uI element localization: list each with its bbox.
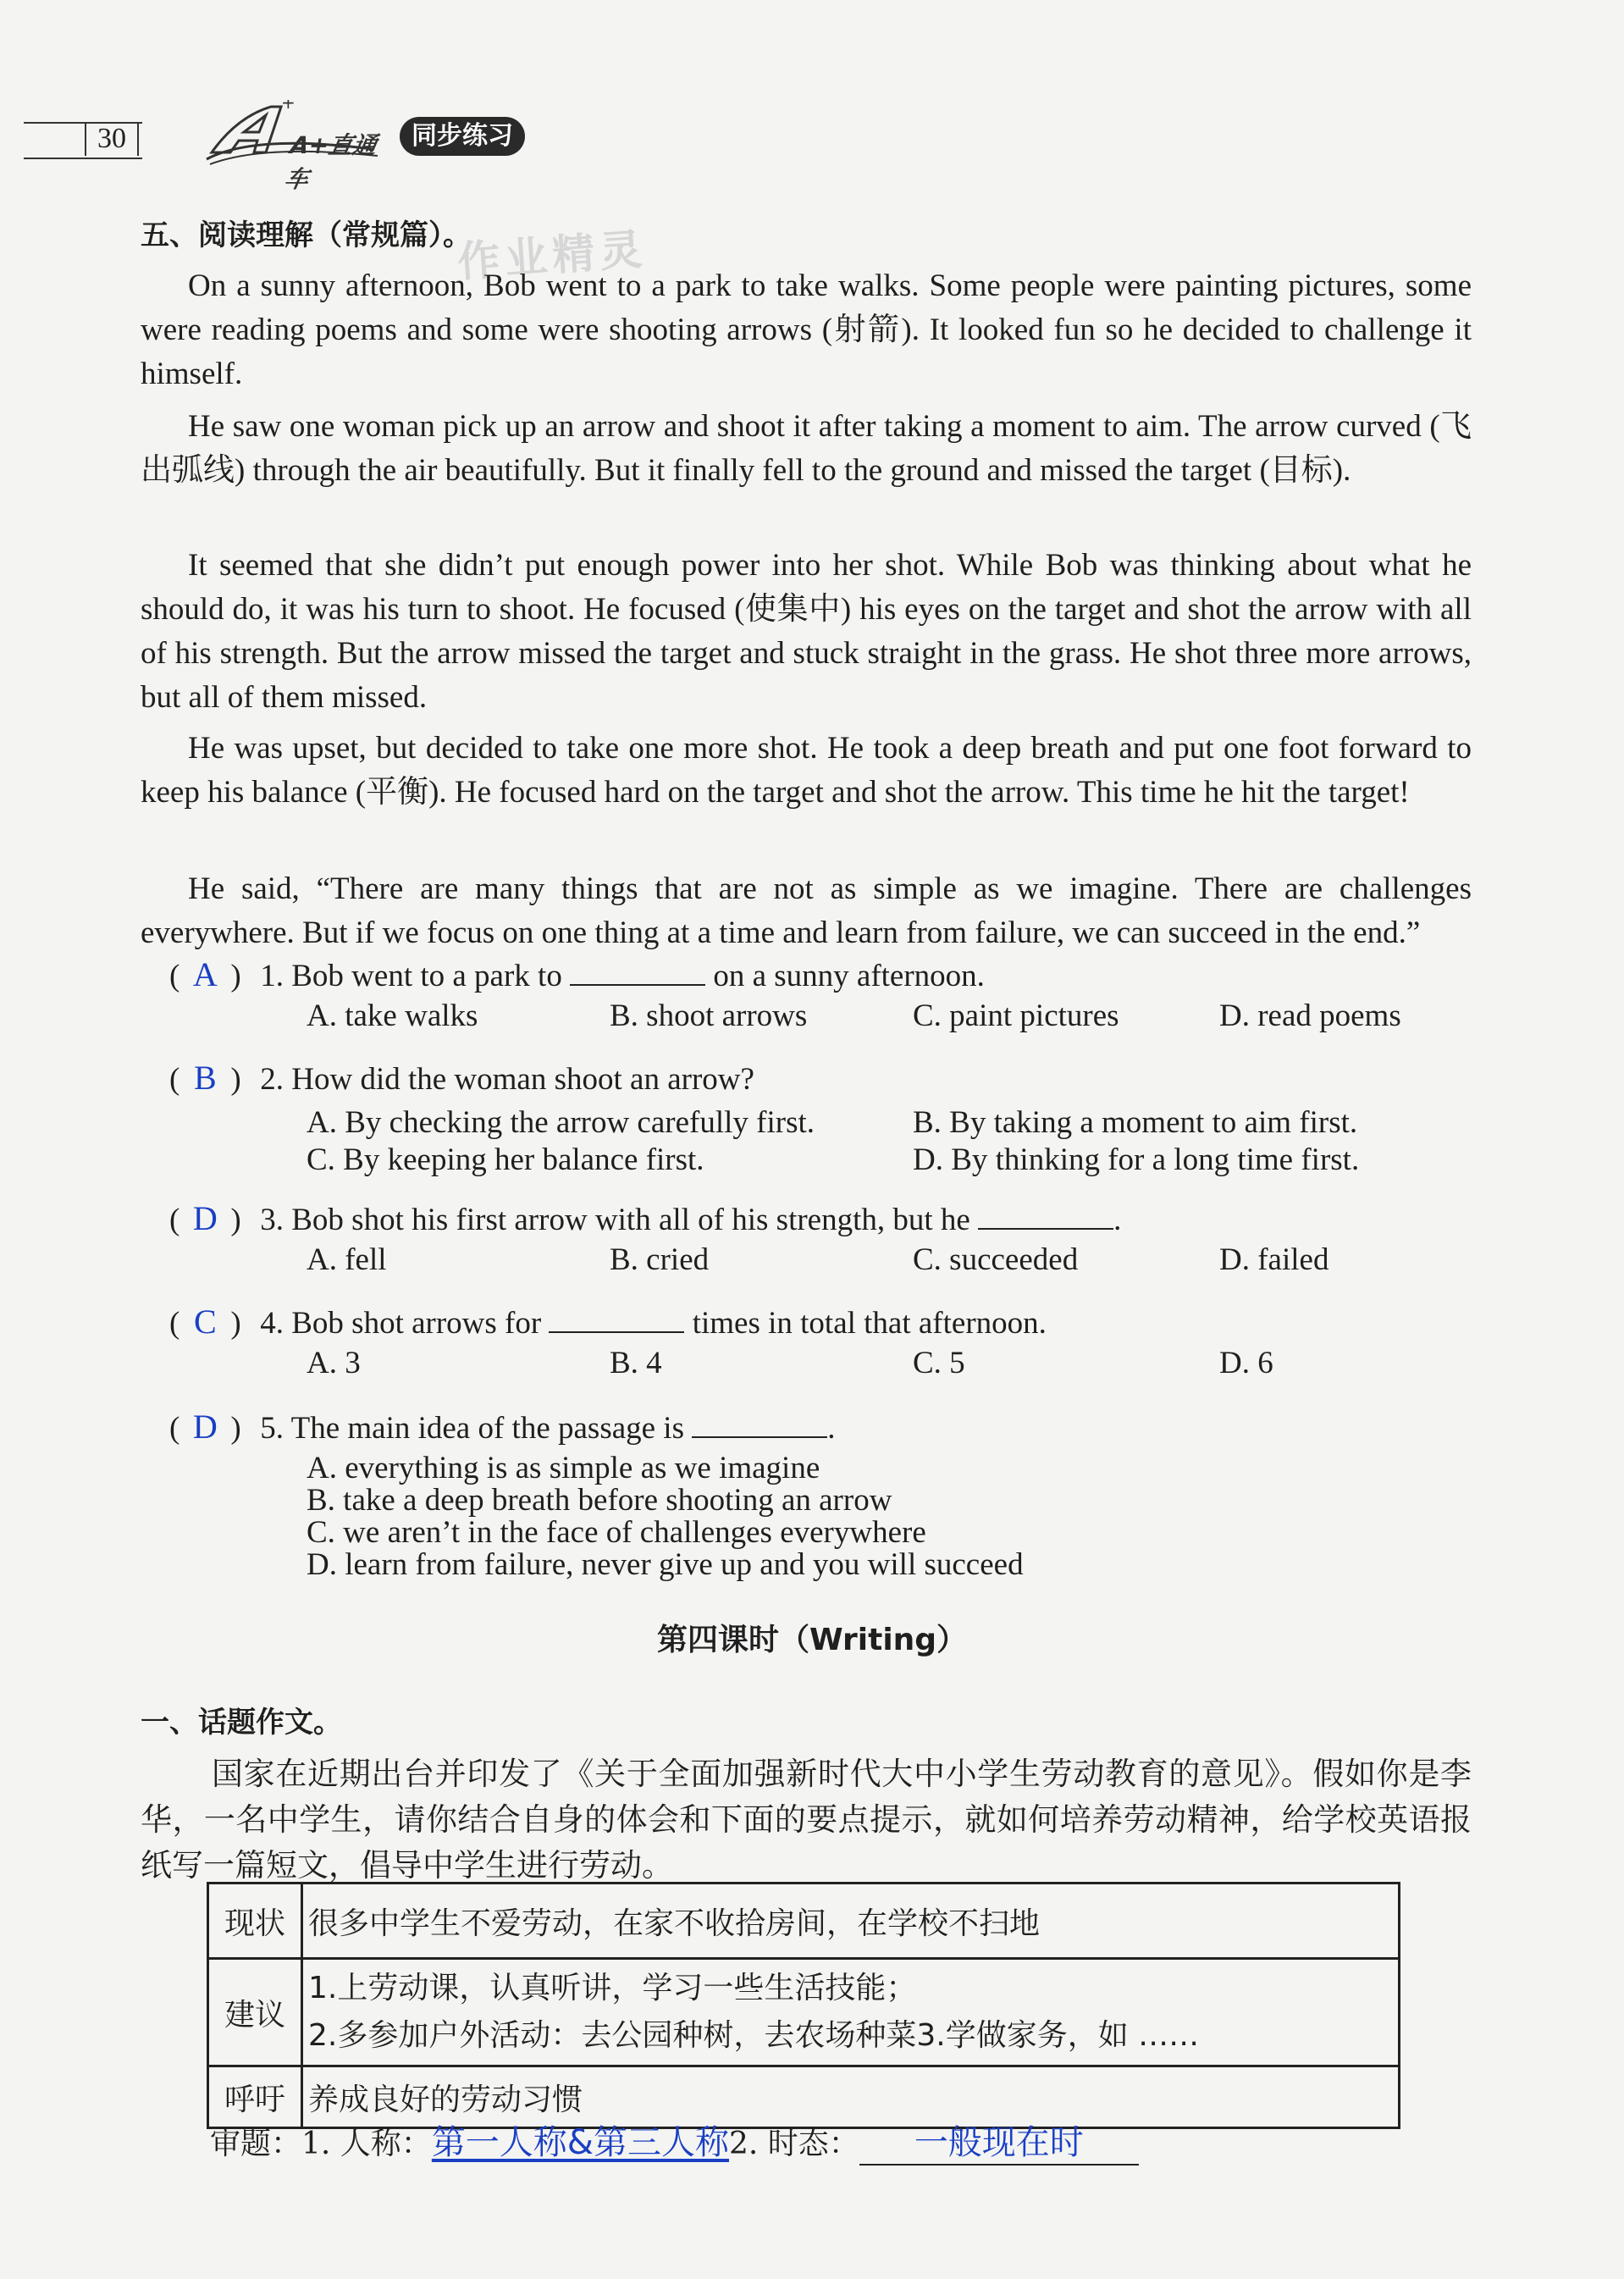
option: A. fell xyxy=(307,1242,387,1277)
question-4: ( C ) 4. Bob shot arrows for times in total that afternoon. xyxy=(169,1303,1047,1341)
option: D. read poems xyxy=(1219,998,1401,1033)
reading-section-title: 五、阅读理解（常规篇）。 xyxy=(141,218,472,252)
question-3-options xyxy=(307,1242,1475,1279)
handwritten-person: 第一人称&第三人称 xyxy=(431,2123,730,2162)
row-content: 1.上劳动课，认真听讲，学习一些生活技能； 2.多参加户外活动：去公园种树，去农场种菜3.学做家务，如 …… xyxy=(302,1959,1400,2066)
passage-paragraph: He was upset, but decided to take one more shot. He took a deep breath and put one foot forward to keep his balance (平衡). He focused hard on the target and shot the arrow. This time he hit the target! xyxy=(141,731,1472,810)
question-4-options xyxy=(307,1345,1475,1382)
passage-paragraph: On a sunny afternoon, Bob went to a park to take walks. Some people were painting pictures, some were reading poems and some were shooting arrows (射箭). It looked fun so he decided to challenge it himself. xyxy=(141,268,1472,391)
row-head: 建议 xyxy=(208,1959,302,2066)
writing-section-title: 一、话题作文。 xyxy=(141,1706,342,1740)
option: C. paint pictures xyxy=(913,998,1119,1033)
answer-mark: D xyxy=(192,1199,218,1237)
answer-mark: A xyxy=(192,955,218,993)
option: A. 3 xyxy=(307,1346,361,1380)
passage-paragraph: He saw one woman pick up an arrow and shoot it after taking a moment to aim. The arrow curved (飞出弧线) through the air beautifully. But it finally fell to the ground and missed the target (目标). xyxy=(141,409,1472,488)
option: B. cried xyxy=(610,1242,710,1277)
page-number: 30 xyxy=(85,122,139,156)
question-3: ( D ) 3. Bob shot his first arrow with all of his strength, but he . xyxy=(169,1199,1122,1237)
brand-logo xyxy=(203,100,389,193)
question-2-options-row2 xyxy=(307,1142,1475,1179)
row-content: 很多中学生不爱劳动，在家不收拾房间，在学校不扫地 xyxy=(302,1883,1400,1959)
option: D. failed xyxy=(1219,1242,1329,1277)
option: C. 5 xyxy=(913,1346,965,1380)
question-1-options xyxy=(307,998,1475,1035)
table-row xyxy=(208,1959,1400,2066)
option: B. take a deep breath before shooting an arrow xyxy=(307,1483,892,1518)
option: B. shoot arrows xyxy=(610,998,808,1033)
option: C. By keeping her balance first. xyxy=(307,1142,704,1177)
option: D. 6 xyxy=(1219,1346,1273,1380)
option: B. 4 xyxy=(610,1346,662,1380)
row-content: 养成良好的劳动习惯 xyxy=(302,2066,1400,2128)
analysis-line: 审题：1. 人称：第一人称&第三人称2. 时态： 一般现在时 xyxy=(210,2116,1139,2166)
option: C. we aren’t in the face of challenges everywhere xyxy=(307,1515,926,1550)
answer-mark: D xyxy=(192,1408,218,1446)
svg-text:+: + xyxy=(281,100,296,113)
watermark: 作业精灵 xyxy=(456,224,649,287)
passage-paragraph: He said, “There are many things that are not as simple as we imagine. There are challenges everywhere. But if we focus on one thing at a time and learn from failure, we can succeed in the end.” xyxy=(141,871,1472,950)
series-badge: 同步练习 xyxy=(400,117,525,156)
handwritten-tense: 一般现在时 xyxy=(914,2123,1084,2162)
option: C. succeeded xyxy=(913,1242,1079,1277)
passage-paragraph: It seemed that she didn’t put enough power into her shot. While Bob was thinking about what he should do, it was his turn to shoot. He focused (使集中) his eyes on the target and shot the arrow with all of his strength. But the arrow missed the target and stuck straight in the grass. He shot three more arrows, but all of them missed. xyxy=(141,548,1472,715)
question-2-options-row1 xyxy=(307,1104,1475,1142)
lesson-title: 第四课时（Writing） xyxy=(656,1623,968,1657)
answer-blank xyxy=(549,1306,684,1333)
option: D. learn from failure, never give up and you will succeed xyxy=(307,1547,1024,1582)
option: B. By taking a moment to aim first. xyxy=(913,1105,1358,1140)
writing-prompt: 国家在近期出台并印发了《关于全面加强新时代大中小学生劳动教育的意见》。假如你是李华，一名中学生，请你结合自身的体会和下面的要点提示，就如何培养劳动精神，给学校英语报纸写一篇短文，倡导中学生进行劳动。 xyxy=(141,1756,1472,1883)
answer-blank xyxy=(978,1203,1113,1230)
brand-text: A+直通车 xyxy=(282,131,379,193)
table-row xyxy=(208,1883,1400,1959)
row-head: 呼吁 xyxy=(208,2066,302,2128)
question-5: ( D ) 5. The main idea of the passage is . xyxy=(169,1408,836,1446)
writing-points-table xyxy=(207,1882,1400,2129)
answer-mark: C xyxy=(193,1303,217,1341)
option: A. take walks xyxy=(307,998,478,1033)
option: A. By checking the arrow carefully first. xyxy=(307,1105,815,1140)
answer-blank xyxy=(692,1411,827,1438)
row-head: 现状 xyxy=(208,1883,302,1959)
answer-mark: B xyxy=(193,1059,217,1097)
answer-blank xyxy=(570,959,705,986)
question-1: ( A ) 1. Bob went to a park to on a sunny afternoon. xyxy=(169,955,985,993)
option: A. everything is as simple as we imagine xyxy=(307,1451,820,1485)
question-2: ( B ) 2. How did the woman shoot an arrow? xyxy=(169,1059,754,1097)
option: D. By thinking for a long time first. xyxy=(913,1142,1360,1177)
